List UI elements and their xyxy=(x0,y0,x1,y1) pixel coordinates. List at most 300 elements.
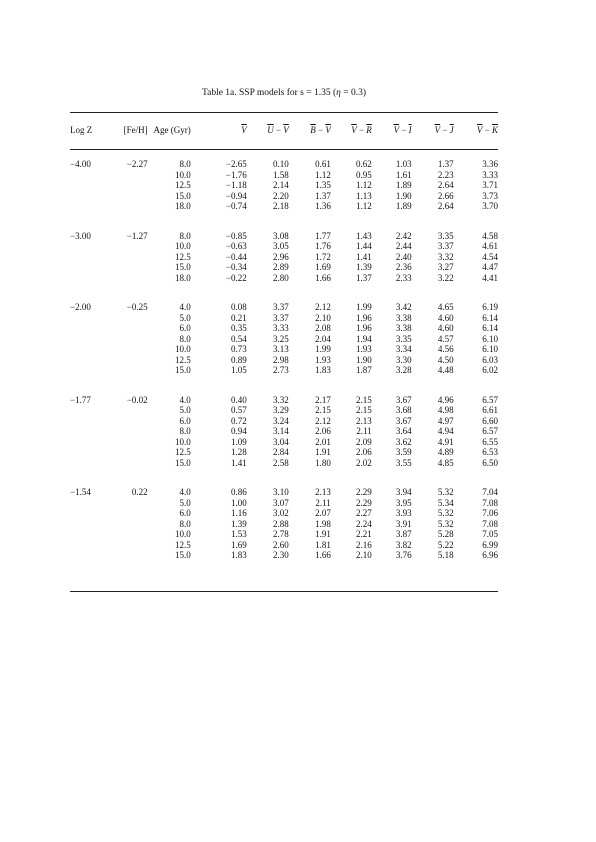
cell-age: 5.0 xyxy=(179,497,191,508)
group-spacer xyxy=(70,376,498,395)
cell-value: 3.30 xyxy=(395,354,412,365)
cell-value: 3.05 xyxy=(273,241,289,251)
table-row xyxy=(70,355,498,366)
cell-value: 1.69 xyxy=(315,262,331,272)
header-u-minus-v xyxy=(247,120,289,140)
cell-value: 1.99 xyxy=(356,302,372,312)
cell-fe-h xyxy=(115,458,147,469)
caption-suffix: = 0.3) xyxy=(340,88,367,98)
cell-value: 1.53 xyxy=(231,529,247,539)
table-row xyxy=(70,426,498,437)
cell-value: 2.17 xyxy=(315,394,331,405)
cell-value: 2.23 xyxy=(437,169,454,180)
cell-value: 2.36 xyxy=(395,262,412,272)
cell-value: 4.57 xyxy=(437,333,454,344)
cell-value: 3.94 xyxy=(395,487,412,497)
header-v-minus-k xyxy=(454,120,498,140)
table-row xyxy=(70,323,498,334)
cell-fe-h xyxy=(115,313,147,324)
cell-fe-h xyxy=(115,365,147,376)
cell-value: −0.34 xyxy=(225,262,247,272)
group-spacer xyxy=(70,283,498,302)
cell-value: 6.96 xyxy=(482,550,498,560)
cell-value: 1.43 xyxy=(356,230,372,241)
cell-value: 2.66 xyxy=(437,190,454,201)
cell-value: 2.02 xyxy=(356,457,372,468)
group-spacer xyxy=(70,468,498,487)
cell-value: 3.13 xyxy=(273,344,289,354)
cell-value: 2.04 xyxy=(315,333,331,344)
cell-value: 3.37 xyxy=(273,302,289,312)
cell-value: 1.89 xyxy=(395,201,412,211)
cell-value: 4.56 xyxy=(437,344,454,354)
cell-value: −1.76 xyxy=(225,169,247,180)
cell-value: 1.98 xyxy=(315,518,331,529)
cell-value: 6.53 xyxy=(482,447,498,457)
cell-value: 2.96 xyxy=(273,251,289,262)
cell-value: 1.28 xyxy=(231,447,247,457)
cell-fe-h xyxy=(115,262,147,273)
cell-value: 0.86 xyxy=(231,487,247,497)
table-row xyxy=(70,170,498,181)
cell-value: 1.37 xyxy=(356,272,372,283)
cell-value: 3.36 xyxy=(482,159,498,169)
header-vr-right: $\overline{R}$ xyxy=(366,124,372,135)
cell-value: 3.70 xyxy=(482,201,498,211)
group-spacer-cell xyxy=(70,283,498,302)
table-row xyxy=(70,447,498,458)
cell-fe-h xyxy=(115,550,147,561)
cell-age: 18.0 xyxy=(174,201,191,211)
cell-age: 10.0 xyxy=(174,436,191,447)
cell-value: 3.38 xyxy=(395,323,412,333)
cell-value: 0.40 xyxy=(231,394,247,405)
cell-value: 2.06 xyxy=(315,426,331,436)
cell-value: 1.69 xyxy=(231,539,247,550)
cell-value: 1.80 xyxy=(315,457,331,468)
cell-fe-h xyxy=(115,323,147,334)
group-spacer xyxy=(70,140,498,159)
cell-value: 1.94 xyxy=(356,333,372,344)
cell-value: 3.37 xyxy=(273,312,289,323)
table-row xyxy=(70,273,498,284)
cell-log-z xyxy=(70,323,115,334)
cell-value: 1.09 xyxy=(231,436,247,447)
cell-age: 18.0 xyxy=(174,272,191,283)
cell-value: 1.77 xyxy=(315,230,331,241)
cell-value: 1.39 xyxy=(231,518,247,529)
cell-value: 4.48 xyxy=(437,365,454,375)
cell-value: 2.64 xyxy=(437,201,454,211)
cell-fe-h: −1.27 xyxy=(126,230,148,241)
cell-fe-h xyxy=(115,529,147,540)
cell-value: 3.55 xyxy=(395,457,412,468)
group-spacer-cell xyxy=(70,468,498,487)
cell-log-z: −1.77 xyxy=(70,394,91,405)
cell-value: 2.29 xyxy=(356,497,372,508)
cell-fe-h xyxy=(115,437,147,448)
cell-log-z xyxy=(70,519,115,530)
cell-value: 2.40 xyxy=(395,251,412,262)
cell-value: 3.28 xyxy=(395,365,412,375)
cell-fe-h xyxy=(115,201,147,212)
cell-fe-h xyxy=(115,426,147,437)
cell-value: 0.35 xyxy=(231,323,247,333)
caption-prefix: Table 1a. SSP models for s = 1.35 ( xyxy=(201,88,337,98)
cell-value: 4.94 xyxy=(437,426,454,436)
cell-value: 2.18 xyxy=(273,201,289,211)
cell-value: 7.08 xyxy=(482,518,498,529)
cell-value: 6.03 xyxy=(482,354,498,365)
group-spacer-cell xyxy=(70,140,498,159)
header-vj-left: $\overline{V}$ xyxy=(434,124,441,135)
table-row xyxy=(70,313,498,324)
cell-value: 0.10 xyxy=(273,159,289,169)
cell-value: 3.71 xyxy=(482,180,498,190)
cell-value: 0.21 xyxy=(231,312,247,323)
cell-age: 8.0 xyxy=(179,518,191,529)
cell-value: 1.61 xyxy=(395,169,412,180)
cell-value: 2.10 xyxy=(315,312,331,323)
cell-age: 6.0 xyxy=(179,323,191,333)
cell-fe-h xyxy=(115,273,147,284)
table-row xyxy=(70,437,498,448)
cell-log-z xyxy=(70,447,115,458)
cell-fe-h xyxy=(115,334,147,345)
cell-fe-h xyxy=(115,355,147,366)
cell-value: 1.41 xyxy=(231,457,247,468)
cell-log-z xyxy=(70,191,115,202)
cell-value: 6.55 xyxy=(482,436,498,447)
cell-log-z xyxy=(70,365,115,376)
table-row xyxy=(70,159,498,170)
cell-log-z xyxy=(70,426,115,437)
cell-value: 2.88 xyxy=(273,518,289,529)
cell-value: 0.62 xyxy=(356,159,372,169)
cell-value: 4.54 xyxy=(482,251,498,262)
cell-value: 2.29 xyxy=(356,487,372,497)
cell-value: 5.18 xyxy=(437,550,454,560)
cell-value: −0.94 xyxy=(225,190,247,201)
cell-value: 4.98 xyxy=(437,405,454,415)
cell-value: 4.65 xyxy=(437,302,454,312)
cell-value: 2.44 xyxy=(395,241,412,251)
cell-value: 4.96 xyxy=(437,394,454,405)
cell-value: 2.42 xyxy=(395,230,412,241)
cell-value: 2.84 xyxy=(273,447,289,457)
cell-value: 2.11 xyxy=(315,497,331,508)
table-row xyxy=(70,334,498,345)
cell-value: 3.04 xyxy=(273,436,289,447)
cell-value: 0.54 xyxy=(231,333,247,344)
cell-value: −0.74 xyxy=(225,201,247,211)
header-v-minus-i xyxy=(372,120,412,140)
cell-value: 6.50 xyxy=(482,457,498,468)
header-v xyxy=(191,120,247,140)
group-spacer-cell xyxy=(70,212,498,231)
cell-value: 3.02 xyxy=(273,508,289,518)
cell-log-z xyxy=(70,355,115,366)
cell-value: 3.67 xyxy=(395,394,412,405)
cell-value: 3.25 xyxy=(273,333,289,344)
cell-value: 1.96 xyxy=(356,312,372,323)
header-vr-minus: − xyxy=(356,124,367,135)
cell-log-z xyxy=(70,262,115,273)
header-v-minus-r xyxy=(331,120,372,140)
cell-value: 3.67 xyxy=(395,415,412,426)
cell-log-z xyxy=(70,201,115,212)
cell-value: 6.02 xyxy=(482,365,498,375)
cell-value: 3.08 xyxy=(273,230,289,241)
cell-age: 15.0 xyxy=(174,550,191,560)
cell-value: 5.34 xyxy=(437,497,454,508)
cell-value: 3.33 xyxy=(482,169,498,180)
cell-value: 3.73 xyxy=(482,190,498,201)
cell-value: 1.35 xyxy=(315,180,331,190)
cell-value: 1.12 xyxy=(315,169,331,180)
table-row xyxy=(70,395,498,406)
cell-value: 1.37 xyxy=(315,190,331,201)
cell-value: 0.72 xyxy=(231,415,247,426)
cell-log-z xyxy=(70,550,115,561)
cell-age: 8.0 xyxy=(179,159,191,169)
cell-value: 5.32 xyxy=(437,508,454,518)
cell-value: 4.89 xyxy=(437,447,454,457)
cell-age: 15.0 xyxy=(174,262,191,272)
cell-log-z xyxy=(70,170,115,181)
cell-value: 1.39 xyxy=(356,262,372,272)
cell-log-z xyxy=(70,313,115,324)
cell-age: 6.0 xyxy=(179,508,191,518)
header-bv-right: $\overline{V}$ xyxy=(325,124,331,135)
caption-eta-symbol: η xyxy=(336,88,341,98)
cell-log-z xyxy=(70,405,115,416)
cell-fe-h xyxy=(115,344,147,355)
cell-value: 4.41 xyxy=(482,272,498,283)
cell-value: 1.00 xyxy=(231,497,247,508)
cell-value: 3.34 xyxy=(395,344,412,354)
cell-fe-h: 0.22 xyxy=(131,487,148,497)
cell-value: 2.13 xyxy=(356,415,372,426)
cell-value: 1.93 xyxy=(315,354,331,365)
cell-log-z: −4.00 xyxy=(70,159,91,169)
cell-value: 6.57 xyxy=(482,426,498,436)
header-vk-left: $\overline{V}$ xyxy=(476,124,483,135)
cell-value: 2.27 xyxy=(356,508,372,518)
cell-log-z xyxy=(70,458,115,469)
cell-value: 6.14 xyxy=(482,323,498,333)
cell-fe-h xyxy=(115,180,147,191)
cell-value: 0.61 xyxy=(315,159,331,169)
cell-value: 7.04 xyxy=(482,487,498,497)
cell-value: 1.37 xyxy=(437,159,454,169)
cell-value: 3.62 xyxy=(395,436,412,447)
cell-value: 1.76 xyxy=(315,241,331,251)
cell-value: 1.05 xyxy=(231,365,247,375)
cell-value: 2.16 xyxy=(356,539,372,550)
table-row xyxy=(70,529,498,540)
table-row xyxy=(70,252,498,263)
table-body xyxy=(70,140,498,561)
header-vi-left: $\overline{V}$ xyxy=(393,124,400,135)
cell-value: 2.24 xyxy=(356,518,372,529)
cell-value: 3.32 xyxy=(273,394,289,405)
cell-fe-h xyxy=(115,540,147,551)
ssp-models-table xyxy=(70,120,498,561)
cell-value: 6.57 xyxy=(482,394,498,405)
cell-value: 2.58 xyxy=(273,457,289,468)
cell-value: 5.32 xyxy=(437,487,454,497)
table-row xyxy=(70,302,498,313)
header-bv-minus: − xyxy=(315,124,326,135)
cell-log-z xyxy=(70,273,115,284)
cell-fe-h xyxy=(115,498,147,509)
cell-age: 4.0 xyxy=(179,394,191,405)
cell-age: 12.5 xyxy=(174,354,191,365)
cell-value: 2.12 xyxy=(315,302,331,312)
cell-value: 1.90 xyxy=(395,190,412,201)
cell-value: 1.83 xyxy=(231,550,247,560)
cell-value: 2.80 xyxy=(273,272,289,283)
cell-age: 12.5 xyxy=(174,447,191,457)
cell-log-z xyxy=(70,252,115,263)
cell-value: 7.05 xyxy=(482,529,498,539)
cell-log-z xyxy=(70,529,115,540)
cell-fe-h: −0.02 xyxy=(126,394,148,405)
header-uv-left: $\overline{U}$ xyxy=(267,124,274,135)
table-row xyxy=(70,519,498,530)
table-bottom-rule xyxy=(70,591,498,592)
table-row xyxy=(70,191,498,202)
header-vi-minus: − xyxy=(399,124,409,135)
table-row xyxy=(70,180,498,191)
cell-value: 4.58 xyxy=(482,230,498,241)
cell-value: 3.35 xyxy=(395,333,412,344)
cell-value: 0.94 xyxy=(231,426,247,436)
header-vj-minus: − xyxy=(440,124,450,135)
table-row xyxy=(70,498,498,509)
cell-value: 1.81 xyxy=(315,539,331,550)
cell-log-z xyxy=(70,344,115,355)
cell-value: 3.35 xyxy=(437,230,454,241)
header-vk-right: $\overline{K}$ xyxy=(491,124,498,135)
cell-age: 8.0 xyxy=(179,230,191,241)
cell-value: 3.87 xyxy=(395,529,412,539)
cell-log-z xyxy=(70,334,115,345)
header-uv-right: $\overline{V}$ xyxy=(283,124,289,135)
cell-value: 3.42 xyxy=(395,302,412,312)
cell-log-z: −3.00 xyxy=(70,230,91,241)
header-vi-right: $\overline{I}$ xyxy=(408,124,412,135)
table-row xyxy=(70,508,498,519)
cell-value: 2.14 xyxy=(273,180,289,190)
cell-value: 3.27 xyxy=(437,262,454,272)
cell-value: 2.08 xyxy=(315,323,331,333)
cell-fe-h xyxy=(115,191,147,202)
cell-value: 2.11 xyxy=(356,426,372,436)
cell-value: 3.29 xyxy=(273,405,289,415)
header-fe-h: [Fe/H] xyxy=(123,124,148,135)
cell-value: 1.99 xyxy=(315,344,331,354)
table-row xyxy=(70,458,498,469)
cell-age: 5.0 xyxy=(179,312,191,323)
cell-log-z xyxy=(70,498,115,509)
table-row xyxy=(70,540,498,551)
cell-value: 2.13 xyxy=(315,487,331,497)
cell-value: −0.63 xyxy=(225,241,247,251)
cell-value: 0.95 xyxy=(356,169,372,180)
cell-value: 3.32 xyxy=(437,251,454,262)
table-row xyxy=(70,550,498,561)
cell-value: 1.87 xyxy=(356,365,372,375)
cell-value: 2.98 xyxy=(273,354,289,365)
header-vj-right: $\overline{J}$ xyxy=(449,124,454,135)
cell-fe-h xyxy=(115,170,147,181)
cell-value: 3.91 xyxy=(395,518,412,529)
cell-value: 2.78 xyxy=(273,529,289,539)
table-caption xyxy=(70,88,498,98)
cell-value: 3.64 xyxy=(395,426,412,436)
cell-fe-h xyxy=(115,519,147,530)
cell-value: 1.66 xyxy=(315,272,331,283)
cell-value: 1.03 xyxy=(395,159,412,169)
cell-value: 4.85 xyxy=(437,457,454,468)
cell-value: 1.93 xyxy=(356,344,372,354)
cell-value: 1.58 xyxy=(273,169,289,180)
cell-value: −2.65 xyxy=(225,159,247,169)
cell-age: 15.0 xyxy=(174,457,191,468)
cell-value: 1.41 xyxy=(356,251,372,262)
cell-value: 3.93 xyxy=(395,508,412,518)
cell-value: 1.90 xyxy=(356,354,372,365)
cell-age: 12.5 xyxy=(174,251,191,262)
cell-log-z xyxy=(70,180,115,191)
cell-value: 3.10 xyxy=(273,487,289,497)
header-vk-minus: − xyxy=(482,124,492,135)
cell-age: 15.0 xyxy=(174,365,191,375)
cell-age: 4.0 xyxy=(179,487,191,497)
cell-value: 3.38 xyxy=(395,312,412,323)
cell-log-z xyxy=(70,437,115,448)
header-v-minus-j xyxy=(412,120,454,140)
cell-age: 4.0 xyxy=(179,302,191,312)
cell-value: 7.08 xyxy=(482,497,498,508)
cell-log-z xyxy=(70,241,115,252)
cell-value: 6.14 xyxy=(482,312,498,323)
cell-value: 3.95 xyxy=(395,497,412,508)
header-vr-left: $\overline{V}$ xyxy=(351,124,357,135)
table-row xyxy=(70,416,498,427)
cell-value: 6.19 xyxy=(482,302,498,312)
cell-value: 6.10 xyxy=(482,333,498,344)
cell-value: 1.89 xyxy=(395,180,412,190)
cell-log-z xyxy=(70,508,115,519)
cell-value: 1.12 xyxy=(356,201,372,211)
table-row xyxy=(70,262,498,273)
cell-value: 2.10 xyxy=(356,550,372,560)
cell-value: 2.12 xyxy=(315,415,331,426)
group-spacer-cell xyxy=(70,376,498,395)
cell-log-z: −2.00 xyxy=(70,302,91,312)
cell-value: −0.44 xyxy=(225,251,247,262)
cell-value: 4.60 xyxy=(437,312,454,323)
cell-value: 3.07 xyxy=(273,497,289,508)
cell-value: −1.18 xyxy=(225,180,247,190)
cell-age: 12.5 xyxy=(174,539,191,550)
cell-age: 8.0 xyxy=(179,333,191,344)
cell-fe-h: −0.25 xyxy=(126,302,148,312)
cell-value: 2.73 xyxy=(273,365,289,375)
